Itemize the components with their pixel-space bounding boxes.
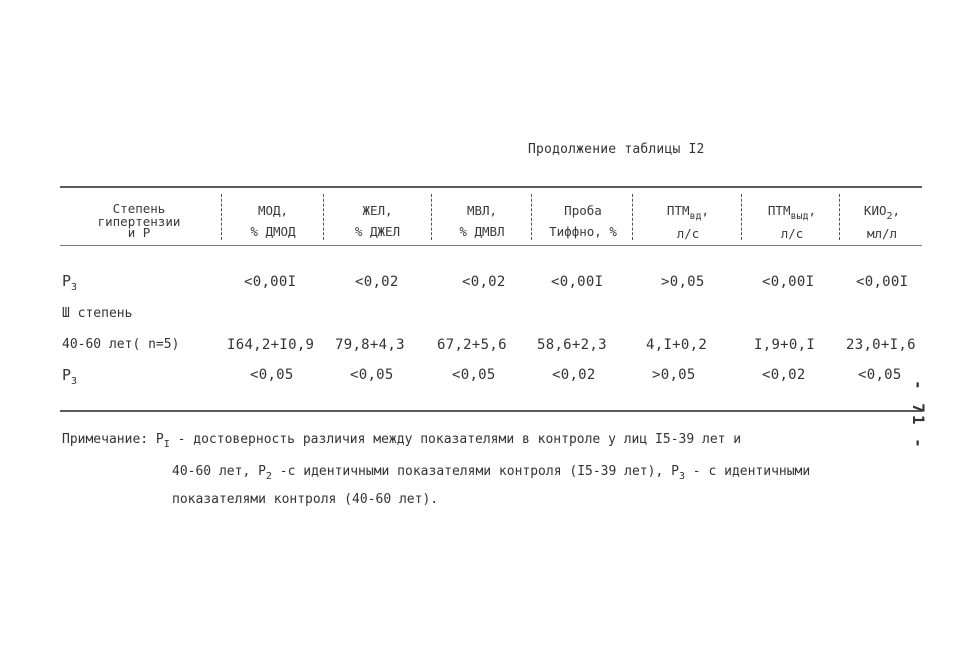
note-text: - с идентичными bbox=[684, 464, 811, 479]
table-cell: <0,00I bbox=[856, 274, 909, 290]
note-label: Примечание: bbox=[62, 432, 149, 447]
header-line bbox=[748, 203, 836, 220]
header-zhel bbox=[330, 203, 425, 239]
header-subscript: выд bbox=[790, 211, 809, 222]
header-line: и Р bbox=[127, 225, 151, 240]
column-separator bbox=[431, 194, 433, 240]
table-cell: <0,05 bbox=[350, 367, 394, 383]
table-cell: <0,05 bbox=[250, 367, 294, 383]
header-line: л/с bbox=[676, 226, 700, 241]
note-line-3: показателями контроля (40-60 лет). bbox=[172, 492, 439, 507]
header-line: % ДМОД bbox=[250, 224, 296, 239]
note-line-1 bbox=[62, 426, 741, 455]
header-line: ЖЕЛ, bbox=[362, 203, 393, 218]
column-separator bbox=[531, 194, 533, 240]
header-subscript: вд bbox=[689, 211, 702, 222]
header-line: Проба bbox=[564, 203, 602, 218]
header-degree bbox=[64, 201, 214, 240]
table-cell: >0,05 bbox=[661, 274, 705, 290]
table-cell: <0,00I bbox=[244, 274, 297, 290]
note-text: - достоверность различия между показателями в контроле у лиц I5-39 лет и bbox=[169, 432, 742, 447]
table-top-rule bbox=[60, 186, 922, 188]
table-cell: <0,00I bbox=[762, 274, 815, 290]
note-line-2 bbox=[172, 458, 810, 487]
note-text: 40-60 лет, P bbox=[172, 464, 266, 479]
header-tiffno bbox=[538, 203, 628, 239]
header-line: МВЛ, bbox=[466, 203, 498, 218]
header-line bbox=[846, 203, 918, 220]
header-subscript: 2 bbox=[886, 211, 893, 222]
header-text: , bbox=[701, 203, 710, 218]
row-label-text: P bbox=[62, 366, 72, 384]
header-ptm-vyd bbox=[748, 203, 836, 241]
row-label-subscript: 3 bbox=[71, 376, 78, 387]
table-cell: <0,02 bbox=[355, 274, 399, 290]
table-cell: 79,8+4,3 bbox=[335, 337, 405, 353]
table-cell: 4,I+0,2 bbox=[646, 337, 708, 353]
table-cell: <0,02 bbox=[762, 367, 806, 383]
header-ptm-vd bbox=[640, 203, 736, 241]
group-heading: Ш степень bbox=[62, 306, 133, 321]
header-text: КИО bbox=[863, 203, 887, 218]
row-label-text: P bbox=[62, 272, 72, 290]
column-separator bbox=[221, 194, 223, 240]
header-line: Тиффно, % bbox=[549, 224, 617, 239]
column-separator bbox=[839, 194, 841, 240]
page-number: - 71 - bbox=[909, 380, 928, 450]
header-text: ПТМ bbox=[767, 203, 791, 218]
header-line: % ДЖЕЛ bbox=[354, 224, 401, 239]
header-kio2 bbox=[846, 203, 918, 241]
note-subscript: 3 bbox=[678, 471, 685, 482]
table-cell: >0,05 bbox=[652, 367, 696, 383]
table-cell: <0,05 bbox=[452, 367, 496, 383]
table-cell: I64,2+I0,9 bbox=[227, 337, 315, 353]
table-cell: 23,0+I,6 bbox=[846, 337, 916, 353]
table-cell: <0,05 bbox=[858, 367, 902, 383]
header-mod bbox=[228, 203, 318, 239]
header-text: , bbox=[892, 203, 901, 218]
header-line: Степень bbox=[112, 201, 166, 216]
header-line: мл/л bbox=[866, 226, 898, 241]
table-cell: <0,02 bbox=[552, 367, 596, 383]
note-text: -с идентичными показателями контроля (I5-39 лет), P bbox=[271, 464, 679, 479]
row-label: 40-60 лет( n=5) bbox=[62, 337, 180, 352]
row-label-subscript: 3 bbox=[71, 282, 78, 293]
header-line: % ДМВЛ bbox=[459, 224, 505, 239]
table-cell: <0,00I bbox=[551, 274, 604, 290]
header-line: л/с bbox=[780, 226, 804, 241]
column-separator bbox=[741, 194, 743, 240]
table-cell: 58,6+2,3 bbox=[537, 337, 607, 353]
header-text: , bbox=[808, 203, 817, 218]
table-bottom-rule bbox=[60, 410, 922, 412]
header-mvl bbox=[438, 203, 526, 239]
table-cell: I,9+0,I bbox=[754, 337, 816, 353]
header-line: гипертензии bbox=[97, 214, 181, 229]
table-caption: Продолжение таблицы I2 bbox=[528, 142, 705, 157]
note-text: P bbox=[155, 432, 164, 447]
column-separator bbox=[323, 194, 325, 240]
table-cell: <0,02 bbox=[462, 274, 506, 290]
row-label bbox=[62, 272, 78, 293]
header-line bbox=[640, 203, 736, 220]
note-subscript: 2 bbox=[265, 471, 272, 482]
header-line: МОД, bbox=[257, 203, 289, 218]
row-label bbox=[62, 366, 78, 387]
column-separator bbox=[632, 194, 634, 240]
table-cell: 67,2+5,6 bbox=[437, 337, 507, 353]
header-text: ПТМ bbox=[666, 203, 690, 218]
note-subscript: I bbox=[163, 439, 170, 450]
table-header-rule bbox=[60, 245, 922, 246]
